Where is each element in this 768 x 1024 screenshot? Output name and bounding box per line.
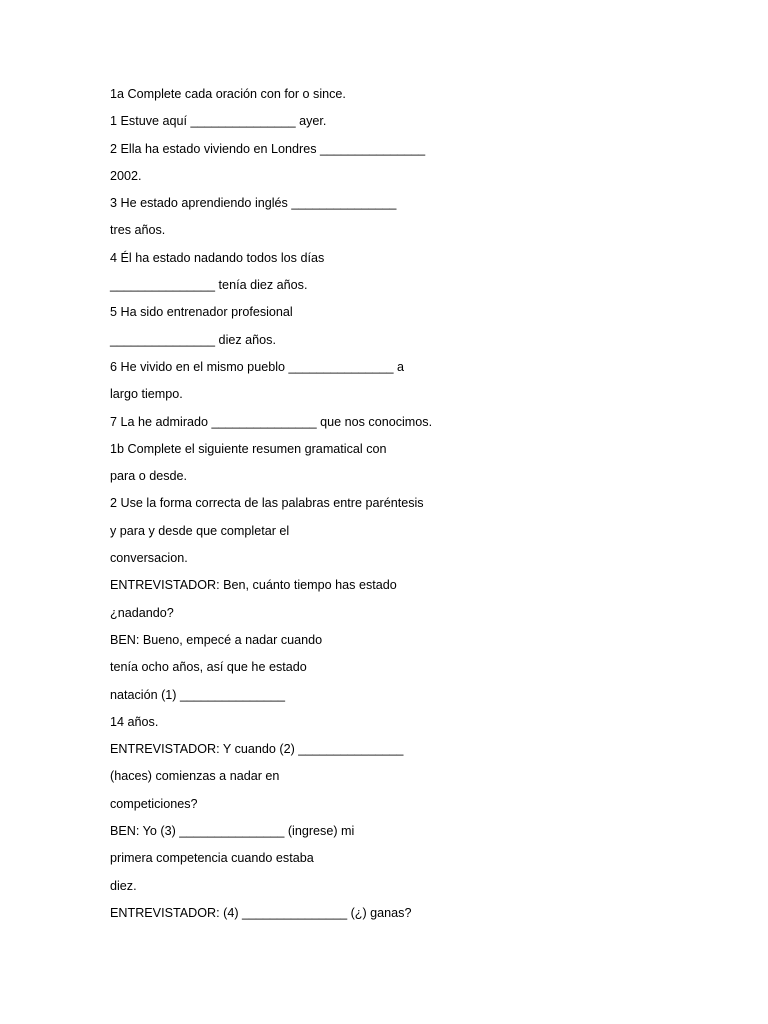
dialogue-line: (haces) comienzas a nadar en — [110, 769, 280, 784]
worksheet-text — [110, 85, 710, 931]
exercise-1a-item-4: 4 Él ha estado nadando todos los días — [110, 250, 325, 265]
dialogue-line: ENTREVISTADOR: (4) _______________ (¿) ganas? — [110, 905, 412, 920]
exercise-1a-item-6: 6 He vivido en el mismo pueblo _______________ a — [110, 359, 405, 374]
exercise-1a-item-4-cont: _______________ tenía diez años. — [110, 278, 308, 293]
exercise-1a-item-5-cont: _______________ diez años. — [110, 332, 276, 347]
exercise-2-instruction-cont: y para y desde que completar el — [110, 523, 290, 538]
dialogue-line: diez. — [110, 878, 137, 893]
exercise-1a-item-1: 1 Estuve aquí _______________ ayer. — [110, 114, 327, 129]
exercise-1a-item-7: 7 La he admirado _______________ que nos conocimos. — [110, 414, 433, 429]
exercise-2-instruction-cont-2: conversacion. — [110, 551, 188, 566]
exercise-1a-item-3: 3 He estado aprendiendo inglés _______________ — [110, 196, 397, 211]
exercise-1a-item-3-cont: tres años. — [110, 223, 166, 238]
dialogue-line: ENTREVISTADOR: Y cuando (2) _______________ — [110, 742, 404, 757]
dialogue-line: 14 años. — [110, 714, 159, 729]
dialogue-line: primera competencia cuando estaba — [110, 851, 314, 866]
dialogue-line: natación (1) _______________ — [110, 687, 286, 702]
dialogue-line: competiciones? — [110, 796, 198, 811]
dialogue-line: BEN: Bueno, empecé a nadar cuando — [110, 632, 323, 647]
exercise-1a-item-5: 5 Ha sido entrenador profesional — [110, 305, 293, 320]
dialogue-line: tenía ocho años, así que he estado — [110, 660, 307, 675]
dialogue-line: ENTREVISTADOR: Ben, cuánto tiempo has estado — [110, 578, 397, 593]
exercise-1a-instruction: 1a Complete cada oración con for o since. — [110, 87, 346, 101]
exercise-1b-instruction: 1b Complete el siguiente resumen gramatical con — [110, 441, 387, 456]
dialogue-line: BEN: Yo (3) _______________ (ingrese) mi — [110, 824, 355, 839]
exercise-1a-item-6-cont: largo tiempo. — [110, 387, 183, 402]
exercise-1a-item-2-cont: 2002. — [110, 168, 142, 183]
exercise-1b-instruction-cont: para o desde. — [110, 469, 188, 484]
dialogue-line: ¿nadando? — [110, 605, 174, 620]
exercise-2-instruction: 2 Use la forma correcta de las palabras entre paréntesis — [110, 496, 424, 511]
exercise-1a-item-2: 2 Ella ha estado viviendo en Londres _______________ — [110, 141, 426, 156]
